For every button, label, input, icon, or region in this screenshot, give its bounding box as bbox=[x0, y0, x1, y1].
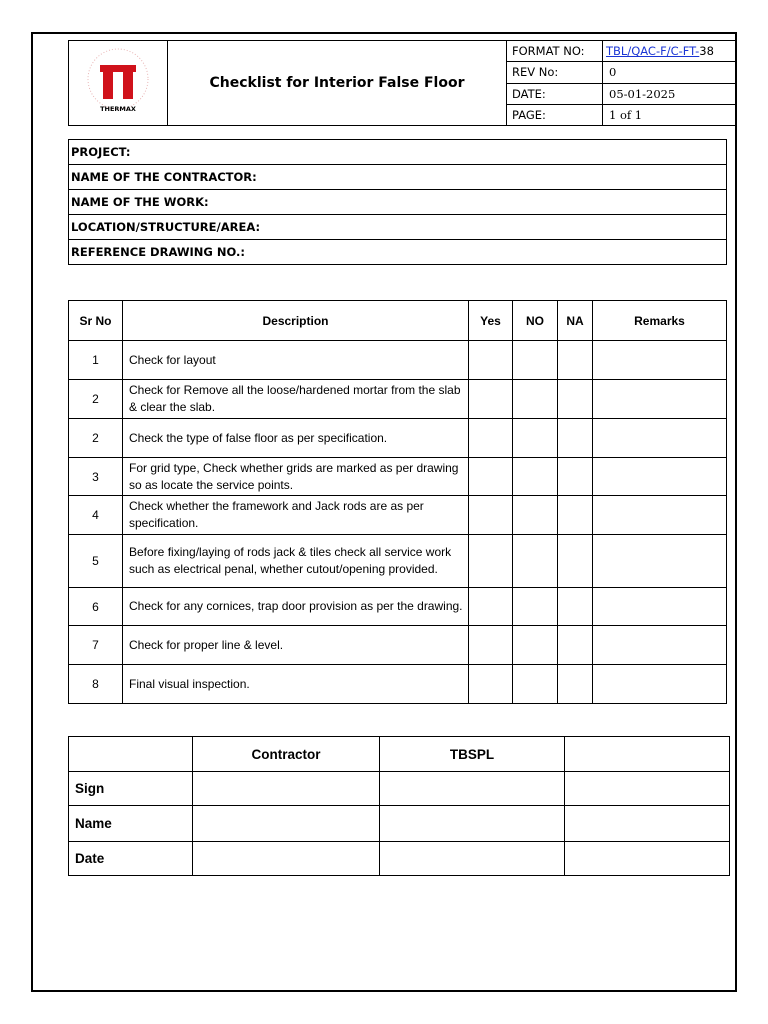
tbspl-name-cell[interactable] bbox=[380, 806, 565, 842]
reference-drawing-field[interactable]: REFERENCE DRAWING NO.: bbox=[69, 240, 727, 265]
yes-cell[interactable] bbox=[469, 458, 513, 496]
yes-cell[interactable] bbox=[469, 665, 513, 704]
remarks-cell[interactable] bbox=[593, 419, 727, 458]
contractor-date-cell[interactable] bbox=[193, 842, 380, 876]
format-no-suffix: 38 bbox=[699, 44, 714, 59]
table-row bbox=[69, 419, 727, 458]
col-description: Description bbox=[123, 301, 469, 341]
row-sr: 2 bbox=[69, 380, 123, 419]
contractor-field[interactable]: NAME OF THE CONTRACTOR: bbox=[69, 165, 727, 190]
header-table bbox=[68, 40, 736, 126]
document-title: Checklist for Interior False Floor bbox=[168, 41, 507, 126]
na-cell[interactable] bbox=[558, 626, 593, 665]
row-description: Check the type of false floor as per specification. bbox=[123, 419, 469, 458]
yes-cell[interactable] bbox=[469, 496, 513, 535]
sign-row bbox=[69, 772, 730, 806]
project-field[interactable]: PROJECT: bbox=[69, 140, 727, 165]
format-no-value bbox=[603, 41, 736, 62]
col-contractor: Contractor bbox=[193, 737, 380, 772]
no-cell[interactable] bbox=[513, 380, 558, 419]
row-description: Before fixing/laying of rods jack & tiles check all service work such as electrical penal, whether cutout/opening provided. bbox=[123, 535, 469, 588]
row-description: For grid type, Check whether grids are marked as per drawing so as locate the service points. bbox=[123, 458, 469, 496]
logo-text: THERMAX bbox=[100, 105, 136, 113]
checklist-table bbox=[68, 300, 727, 704]
na-cell[interactable] bbox=[558, 588, 593, 626]
yes-cell[interactable] bbox=[469, 588, 513, 626]
table-row bbox=[69, 380, 727, 419]
table-row bbox=[69, 496, 727, 535]
na-cell[interactable] bbox=[558, 341, 593, 380]
yes-cell[interactable] bbox=[469, 380, 513, 419]
yes-cell[interactable] bbox=[469, 341, 513, 380]
no-cell[interactable] bbox=[513, 626, 558, 665]
name-row bbox=[69, 806, 730, 842]
remarks-cell[interactable] bbox=[593, 588, 727, 626]
row-description: Final visual inspection. bbox=[123, 665, 469, 704]
page-label: PAGE: bbox=[507, 104, 603, 125]
row-sr: 4 bbox=[69, 496, 123, 535]
col-no: NO bbox=[513, 301, 558, 341]
row-sr: 1 bbox=[69, 341, 123, 380]
na-cell[interactable] bbox=[558, 665, 593, 704]
remarks-cell[interactable] bbox=[593, 341, 727, 380]
no-cell[interactable] bbox=[513, 458, 558, 496]
no-cell[interactable] bbox=[513, 496, 558, 535]
table-row bbox=[69, 588, 727, 626]
sign-label: Sign bbox=[69, 772, 193, 806]
col-tbspl: TBSPL bbox=[380, 737, 565, 772]
row-sr: 6 bbox=[69, 588, 123, 626]
no-cell[interactable] bbox=[513, 419, 558, 458]
row-sr: 5 bbox=[69, 535, 123, 588]
row-description: Check for proper line & level. bbox=[123, 626, 469, 665]
extra-name-cell[interactable] bbox=[565, 806, 730, 842]
project-info-table bbox=[68, 139, 727, 265]
col-sr-no: Sr No bbox=[69, 301, 123, 341]
checklist-header-row bbox=[69, 301, 727, 341]
location-field[interactable]: LOCATION/STRUCTURE/AREA: bbox=[69, 215, 727, 240]
na-cell[interactable] bbox=[558, 496, 593, 535]
remarks-cell[interactable] bbox=[593, 496, 727, 535]
date-row-label: Date bbox=[69, 842, 193, 876]
yes-cell[interactable] bbox=[469, 535, 513, 588]
table-row bbox=[69, 535, 727, 588]
table-row bbox=[69, 665, 727, 704]
signoff-extra-header bbox=[565, 737, 730, 772]
no-cell[interactable] bbox=[513, 341, 558, 380]
tbspl-date-cell[interactable] bbox=[380, 842, 565, 876]
thermax-logo bbox=[69, 41, 167, 121]
no-cell[interactable] bbox=[513, 665, 558, 704]
na-cell[interactable] bbox=[558, 380, 593, 419]
name-label: Name bbox=[69, 806, 193, 842]
remarks-cell[interactable] bbox=[593, 626, 727, 665]
remarks-cell[interactable] bbox=[593, 458, 727, 496]
rev-value: 0 bbox=[603, 62, 736, 83]
logo-cell bbox=[69, 41, 168, 126]
row-description: Check for Remove all the loose/hardened mortar from the slab & clear the slab. bbox=[123, 380, 469, 419]
date-value: 05-01-2025 bbox=[603, 83, 736, 104]
contractor-name-cell[interactable] bbox=[193, 806, 380, 842]
row-description: Check whether the framework and Jack rods are as per specification. bbox=[123, 496, 469, 535]
row-sr: 7 bbox=[69, 626, 123, 665]
row-description: Check for layout bbox=[123, 341, 469, 380]
table-row bbox=[69, 458, 727, 496]
format-no-link[interactable]: TBL/QAC-F/C-FT- bbox=[606, 44, 700, 59]
remarks-cell[interactable] bbox=[593, 665, 727, 704]
date-label: DATE: bbox=[507, 83, 603, 104]
work-name-field[interactable]: NAME OF THE WORK: bbox=[69, 190, 727, 215]
remarks-cell[interactable] bbox=[593, 380, 727, 419]
na-cell[interactable] bbox=[558, 535, 593, 588]
row-sr: 2 bbox=[69, 419, 123, 458]
row-sr: 3 bbox=[69, 458, 123, 496]
format-no-label: FORMAT NO: bbox=[507, 41, 603, 62]
na-cell[interactable] bbox=[558, 458, 593, 496]
table-row bbox=[69, 626, 727, 665]
extra-date-cell[interactable] bbox=[565, 842, 730, 876]
col-yes: Yes bbox=[469, 301, 513, 341]
no-cell[interactable] bbox=[513, 588, 558, 626]
extra-sign-cell[interactable] bbox=[565, 772, 730, 806]
signoff-table bbox=[68, 736, 730, 876]
col-remarks: Remarks bbox=[593, 301, 727, 341]
na-cell[interactable] bbox=[558, 419, 593, 458]
row-sr: 8 bbox=[69, 665, 123, 704]
col-na: NA bbox=[558, 301, 593, 341]
table-row bbox=[69, 341, 727, 380]
remarks-cell[interactable] bbox=[593, 535, 727, 588]
no-cell[interactable] bbox=[513, 535, 558, 588]
date-row bbox=[69, 842, 730, 876]
contractor-sign-cell[interactable] bbox=[193, 772, 380, 806]
page-value: 1 of 1 bbox=[603, 104, 736, 125]
signoff-header-row bbox=[69, 737, 730, 772]
yes-cell[interactable] bbox=[469, 419, 513, 458]
yes-cell[interactable] bbox=[469, 626, 513, 665]
rev-label: REV No: bbox=[507, 62, 603, 83]
row-description: Check for any cornices, trap door provision as per the drawing. bbox=[123, 588, 469, 626]
tbspl-sign-cell[interactable] bbox=[380, 772, 565, 806]
signoff-blank-header bbox=[69, 737, 193, 772]
